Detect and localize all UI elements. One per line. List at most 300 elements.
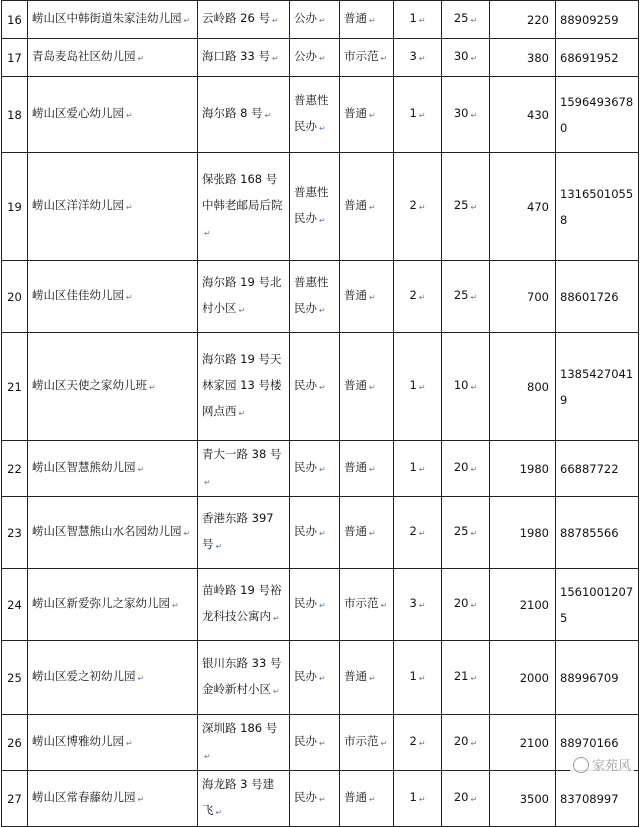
paragraph-mark-icon: ↵ [183, 16, 191, 25]
row-number-cell [2, 641, 28, 715]
paragraph-mark-icon: ↵ [418, 529, 426, 538]
paragraph-mark-icon: ↵ [137, 54, 145, 63]
kindergarten-name-cell [28, 641, 198, 715]
phone-number-cell [556, 771, 639, 827]
paragraph-mark-icon: ↵ [319, 739, 326, 748]
table-row [2, 39, 639, 77]
paragraph-mark-icon: ↵ [418, 16, 426, 25]
paragraph-mark-icon: ↵ [319, 216, 326, 225]
rating-level: 市示范 [344, 734, 379, 748]
paragraph-mark-icon: ↵ [369, 529, 376, 538]
table-row [2, 441, 639, 497]
paragraph-mark-icon: ↵ [271, 16, 279, 25]
kindergarten-name: 崂山区常春藤幼儿园 [32, 790, 136, 804]
monthly-fee: 2100 [519, 735, 549, 750]
paragraph-mark-icon: ↵ [470, 383, 478, 392]
paragraph-mark-icon: ↵ [319, 465, 326, 474]
monthly-fee-cell [490, 497, 556, 569]
phone-number-cell [556, 641, 639, 715]
rating-level-cell [340, 153, 394, 261]
phone-number: 15610012075 [560, 584, 634, 625]
ownership-type-cell [290, 39, 340, 77]
paragraph-mark-icon: ↵ [149, 383, 156, 392]
paragraph-mark-icon: ↵ [126, 111, 133, 120]
class-count-cell [394, 153, 442, 261]
paragraph-mark-icon: ↵ [204, 478, 211, 487]
ownership-type-cell [290, 771, 340, 827]
row-number: 25 [7, 670, 22, 685]
table-row [2, 497, 639, 569]
monthly-fee: 380 [527, 50, 549, 65]
class-size-cell [442, 77, 490, 153]
ownership-type: 民办 [294, 734, 317, 748]
paragraph-mark-icon: ↵ [369, 16, 376, 25]
class-count-cell [394, 333, 442, 441]
rating-level-cell [340, 39, 394, 77]
class-size: 25 [453, 198, 469, 212]
row-number: 27 [7, 791, 22, 806]
rating-level: 普通 [344, 378, 367, 392]
paragraph-mark-icon: ↵ [238, 409, 246, 418]
phone-number-cell [556, 261, 639, 333]
ownership-type-cell [290, 441, 340, 497]
ownership-type-cell [290, 641, 340, 715]
paragraph-mark-icon: ↵ [369, 383, 376, 392]
ownership-type: 公办 [294, 11, 317, 25]
paragraph-mark-icon: ↵ [319, 601, 326, 610]
paragraph-mark-icon: ↵ [319, 124, 326, 133]
class-count-cell [394, 569, 442, 641]
phone-number: 88970166 [560, 735, 619, 750]
class-size-cell [442, 333, 490, 441]
paragraph-mark-icon: ↵ [418, 465, 426, 474]
class-count: 1 [409, 106, 417, 120]
paragraph-mark-icon: ↵ [238, 306, 246, 315]
ownership-type: 民办 [294, 460, 317, 474]
rating-level-cell [340, 715, 394, 771]
kindergarten-name: 崂山区博雅幼儿园 [32, 734, 124, 748]
row-number-cell [2, 715, 28, 771]
rating-level: 市示范 [344, 596, 379, 610]
address-cell [198, 261, 290, 333]
paragraph-mark-icon: ↵ [470, 293, 478, 302]
class-count: 2 [409, 198, 417, 212]
kindergarten-name: 崂山区中韩街道朱家洼幼儿园 [32, 11, 182, 25]
ownership-type: 普惠性民办 [294, 275, 329, 315]
ownership-type: 公办 [294, 49, 317, 63]
paragraph-mark-icon: ↵ [319, 306, 326, 315]
ownership-type: 民办 [294, 669, 317, 683]
paragraph-mark-icon: ↵ [273, 614, 280, 623]
class-count-cell [394, 261, 442, 333]
paragraph-mark-icon: ↵ [380, 54, 388, 63]
class-count: 1 [409, 790, 417, 804]
row-number: 17 [7, 50, 22, 65]
ownership-type: 普惠性民办 [294, 93, 329, 133]
paragraph-mark-icon: ↵ [264, 111, 272, 120]
kindergarten-name-cell [28, 77, 198, 153]
wechat-icon [573, 757, 589, 773]
paragraph-mark-icon: ↵ [369, 111, 376, 120]
paragraph-mark-icon: ↵ [271, 54, 279, 63]
monthly-fee: 3500 [519, 791, 549, 806]
row-number-cell [2, 333, 28, 441]
class-size-cell [442, 715, 490, 771]
paragraph-mark-icon: ↵ [418, 111, 426, 120]
table-row [2, 333, 639, 441]
rating-level-cell [340, 641, 394, 715]
paragraph-mark-icon: ↵ [470, 529, 478, 538]
paragraph-mark-icon: ↵ [126, 293, 133, 302]
monthly-fee: 430 [527, 107, 549, 122]
address: 深圳路 186 号 [202, 721, 278, 735]
paragraph-mark-icon: ↵ [319, 383, 326, 392]
monthly-fee: 700 [527, 289, 549, 304]
paragraph-mark-icon: ↵ [418, 674, 426, 683]
address: 海尔路 19 号天林家园 13 号楼网点西 [202, 352, 282, 418]
address: 银川东路 33 号金岭新村小区 [202, 656, 282, 696]
monthly-fee-cell [490, 715, 556, 771]
monthly-fee-cell [490, 77, 556, 153]
row-number-cell [2, 153, 28, 261]
rating-level-cell [340, 1, 394, 39]
row-number: 19 [7, 199, 22, 214]
class-size: 30 [453, 49, 469, 63]
monthly-fee-cell [490, 771, 556, 827]
paragraph-mark-icon: ↵ [418, 203, 426, 212]
address: 香港东路 397 号 [202, 511, 274, 551]
table-row [2, 569, 639, 641]
class-size: 20 [453, 790, 469, 804]
class-count-cell [394, 715, 442, 771]
address-cell [198, 153, 290, 261]
address-cell [198, 497, 290, 569]
paragraph-mark-icon: ↵ [137, 465, 145, 474]
class-count-cell [394, 77, 442, 153]
class-size: 10 [453, 378, 469, 392]
paragraph-mark-icon: ↵ [418, 739, 426, 748]
paragraph-mark-icon: ↵ [369, 203, 376, 212]
kindergarten-name-cell [28, 771, 198, 827]
row-number-cell [2, 569, 28, 641]
phone-number-cell [556, 569, 639, 641]
paragraph-mark-icon: ↵ [319, 529, 326, 538]
class-count: 1 [409, 378, 417, 392]
paragraph-mark-icon: ↵ [470, 601, 478, 610]
phone-number-cell [556, 333, 639, 441]
paragraph-mark-icon: ↵ [470, 674, 478, 683]
kindergarten-name: 崂山区洋洋幼儿园 [32, 198, 124, 212]
class-size-cell [442, 441, 490, 497]
paragraph-mark-icon: ↵ [183, 529, 191, 538]
phone-number: 13854270419 [560, 366, 634, 407]
class-count-cell [394, 497, 442, 569]
table-row [2, 771, 639, 827]
address-cell [198, 641, 290, 715]
address: 云岭路 26 号 [202, 11, 270, 25]
kindergarten-name: 崂山区智慧熊幼儿园 [32, 460, 136, 474]
table-row [2, 261, 639, 333]
ownership-type-cell [290, 153, 340, 261]
kindergarten-name: 崂山区爱心幼儿园 [32, 106, 124, 120]
rating-level: 普通 [344, 460, 367, 474]
ownership-type: 民办 [294, 378, 317, 392]
paragraph-mark-icon: ↵ [369, 293, 376, 302]
ownership-type-cell [290, 497, 340, 569]
kindergarten-name-cell [28, 441, 198, 497]
monthly-fee-cell [490, 261, 556, 333]
paragraph-mark-icon: ↵ [319, 795, 326, 804]
class-size: 25 [453, 524, 469, 538]
class-count: 2 [409, 288, 417, 302]
address-cell [198, 441, 290, 497]
rating-level: 普通 [344, 288, 367, 302]
ownership-type-cell [290, 333, 340, 441]
rating-level-cell [340, 771, 394, 827]
rating-level: 普通 [344, 524, 367, 538]
monthly-fee: 1980 [519, 525, 549, 540]
paragraph-mark-icon: ↵ [470, 795, 478, 804]
address-cell [198, 77, 290, 153]
paragraph-mark-icon: ↵ [319, 54, 326, 63]
kindergarten-name-cell [28, 715, 198, 771]
class-size-cell [442, 771, 490, 827]
phone-number-cell [556, 39, 639, 77]
paragraph-mark-icon: ↵ [369, 465, 376, 474]
address: 苗岭路 19 号裕龙科技公寓内 [202, 583, 282, 623]
address: 海口路 33 号 [202, 49, 270, 63]
row-number: 18 [7, 107, 22, 122]
paragraph-mark-icon: ↵ [470, 16, 478, 25]
rating-level-cell [340, 333, 394, 441]
row-number: 20 [7, 289, 22, 304]
row-number-cell [2, 261, 28, 333]
rating-level: 普通 [344, 106, 367, 120]
paragraph-mark-icon: ↵ [204, 229, 211, 238]
row-number: 16 [7, 12, 22, 27]
monthly-fee: 2000 [519, 670, 549, 685]
class-size-cell [442, 1, 490, 39]
paragraph-mark-icon: ↵ [418, 383, 426, 392]
rating-level: 普通 [344, 790, 367, 804]
class-count: 1 [409, 460, 417, 474]
paragraph-mark-icon: ↵ [470, 111, 478, 120]
kindergarten-name: 青岛麦岛社区幼儿园 [32, 49, 136, 63]
class-count: 1 [409, 669, 417, 683]
phone-number-cell [556, 441, 639, 497]
ownership-type: 民办 [294, 524, 317, 538]
phone-number: 88909259 [560, 12, 619, 27]
kindergarten-name: 崂山区天使之家幼儿班 [32, 378, 147, 392]
phone-number: 15964936780 [560, 94, 634, 135]
monthly-fee-cell [490, 39, 556, 77]
kindergarten-name-cell [28, 39, 198, 77]
monthly-fee: 470 [527, 199, 549, 214]
monthly-fee-cell [490, 153, 556, 261]
paragraph-mark-icon: ↵ [470, 739, 478, 748]
ownership-type-cell [290, 569, 340, 641]
paragraph-mark-icon: ↵ [470, 465, 478, 474]
table-row [2, 641, 639, 715]
class-count: 3 [409, 49, 417, 63]
address-cell [198, 715, 290, 771]
kindergarten-name-cell [28, 497, 198, 569]
row-number: 22 [7, 461, 22, 476]
monthly-fee-cell [490, 569, 556, 641]
paragraph-mark-icon: ↵ [319, 674, 326, 683]
kindergarten-name: 崂山区爱之初幼儿园 [32, 669, 136, 683]
class-size: 20 [453, 734, 469, 748]
paragraph-mark-icon: ↵ [126, 739, 133, 748]
ownership-type: 普惠性民办 [294, 185, 329, 225]
class-count-cell [394, 39, 442, 77]
paragraph-mark-icon: ↵ [215, 542, 223, 551]
address-cell [198, 569, 290, 641]
paragraph-mark-icon: ↵ [470, 54, 478, 63]
address: 海尔路 8 号 [202, 106, 263, 120]
ownership-type-cell [290, 261, 340, 333]
paragraph-mark-icon: ↵ [137, 795, 145, 804]
monthly-fee-cell [490, 333, 556, 441]
row-number: 23 [7, 525, 22, 540]
phone-number: 88996709 [560, 670, 619, 685]
monthly-fee-cell [490, 1, 556, 39]
monthly-fee-cell [490, 441, 556, 497]
kindergarten-name: 崂山区新爱弥儿之家幼儿园 [32, 596, 170, 610]
class-size-cell [442, 497, 490, 569]
ownership-type: 民办 [294, 790, 317, 804]
class-count-cell [394, 1, 442, 39]
kindergarten-name-cell [28, 333, 198, 441]
ownership-type-cell [290, 715, 340, 771]
rating-level-cell [340, 77, 394, 153]
class-count-cell [394, 771, 442, 827]
class-size-cell [442, 39, 490, 77]
address-cell [198, 771, 290, 827]
address: 海尔路 19 号北村小区 [202, 275, 282, 315]
watermark [570, 755, 634, 774]
monthly-fee: 1980 [519, 461, 549, 476]
address: 青大一路 38 号 [202, 447, 282, 461]
kindergarten-name: 崂山区佳佳幼儿园 [32, 288, 124, 302]
paragraph-mark-icon: ↵ [380, 739, 388, 748]
address: 保张路 168 号中韩老邮局后院 [202, 172, 283, 212]
class-size: 30 [453, 106, 469, 120]
paragraph-mark-icon: ↵ [470, 203, 478, 212]
kindergarten-table [1, 0, 639, 827]
table-row [2, 153, 639, 261]
row-number-cell [2, 77, 28, 153]
table-row [2, 715, 639, 771]
class-size: 20 [453, 596, 469, 610]
paragraph-mark-icon: ↵ [369, 674, 376, 683]
paragraph-mark-icon: ↵ [172, 601, 179, 610]
row-number: 21 [7, 379, 22, 394]
phone-number: 66887722 [560, 461, 619, 476]
kindergarten-name-cell [28, 569, 198, 641]
address-cell [198, 1, 290, 39]
class-count-cell [394, 441, 442, 497]
class-count: 3 [409, 596, 417, 610]
rating-level: 市示范 [344, 49, 379, 63]
row-number-cell [2, 39, 28, 77]
paragraph-mark-icon: ↵ [137, 674, 145, 683]
row-number: 24 [7, 597, 22, 612]
class-size-cell [442, 569, 490, 641]
rating-level: 普通 [344, 198, 367, 212]
table-row [2, 77, 639, 153]
phone-number-cell [556, 153, 639, 261]
paragraph-mark-icon: ↵ [215, 808, 223, 817]
monthly-fee: 2100 [519, 597, 549, 612]
rating-level-cell [340, 441, 394, 497]
rating-level-cell [340, 497, 394, 569]
kindergarten-name-cell [28, 1, 198, 39]
row-number-cell [2, 1, 28, 39]
class-count: 2 [409, 734, 417, 748]
phone-number-cell [556, 1, 639, 39]
kindergarten-name-cell [28, 153, 198, 261]
phone-number: 13165010558 [560, 186, 634, 227]
table-row [2, 1, 639, 39]
row-number-cell [2, 497, 28, 569]
row-number: 26 [7, 735, 22, 750]
address: 海龙路 3 号建飞 [202, 777, 275, 817]
kindergarten-name-cell [28, 261, 198, 333]
paragraph-mark-icon: ↵ [369, 795, 376, 804]
class-count: 1 [409, 11, 417, 25]
row-number-cell [2, 441, 28, 497]
row-number-cell [2, 771, 28, 827]
phone-number-cell [556, 497, 639, 569]
ownership-type-cell [290, 77, 340, 153]
monthly-fee: 220 [527, 12, 549, 27]
paragraph-mark-icon: ↵ [126, 203, 133, 212]
ownership-type: 民办 [294, 596, 317, 610]
class-size: 25 [453, 11, 469, 25]
paragraph-mark-icon: ↵ [418, 795, 426, 804]
class-size-cell [442, 261, 490, 333]
class-size-cell [442, 641, 490, 715]
kindergarten-name: 崂山区智慧熊山水名园幼儿园 [32, 524, 182, 538]
phone-number: 88785566 [560, 525, 619, 540]
paragraph-mark-icon: ↵ [380, 601, 388, 610]
address-cell [198, 39, 290, 77]
paragraph-mark-icon: ↵ [418, 293, 426, 302]
phone-number: 68691952 [560, 50, 619, 65]
address-cell [198, 333, 290, 441]
paragraph-mark-icon: ↵ [273, 687, 280, 696]
monthly-fee: 800 [527, 379, 549, 394]
rating-level: 普通 [344, 11, 367, 25]
class-size: 25 [453, 288, 469, 302]
class-size: 20 [453, 460, 469, 474]
phone-number: 88601726 [560, 289, 619, 304]
rating-level-cell [340, 261, 394, 333]
rating-level-cell [340, 569, 394, 641]
paragraph-mark-icon: ↵ [204, 752, 211, 761]
class-count: 2 [409, 524, 417, 538]
class-size-cell [442, 153, 490, 261]
ownership-type-cell [290, 1, 340, 39]
phone-number: 83708997 [560, 791, 619, 806]
monthly-fee-cell [490, 641, 556, 715]
paragraph-mark-icon: ↵ [319, 16, 326, 25]
class-size: 21 [453, 669, 469, 683]
class-count-cell [394, 641, 442, 715]
phone-number-cell [556, 77, 639, 153]
rating-level: 普通 [344, 669, 367, 683]
